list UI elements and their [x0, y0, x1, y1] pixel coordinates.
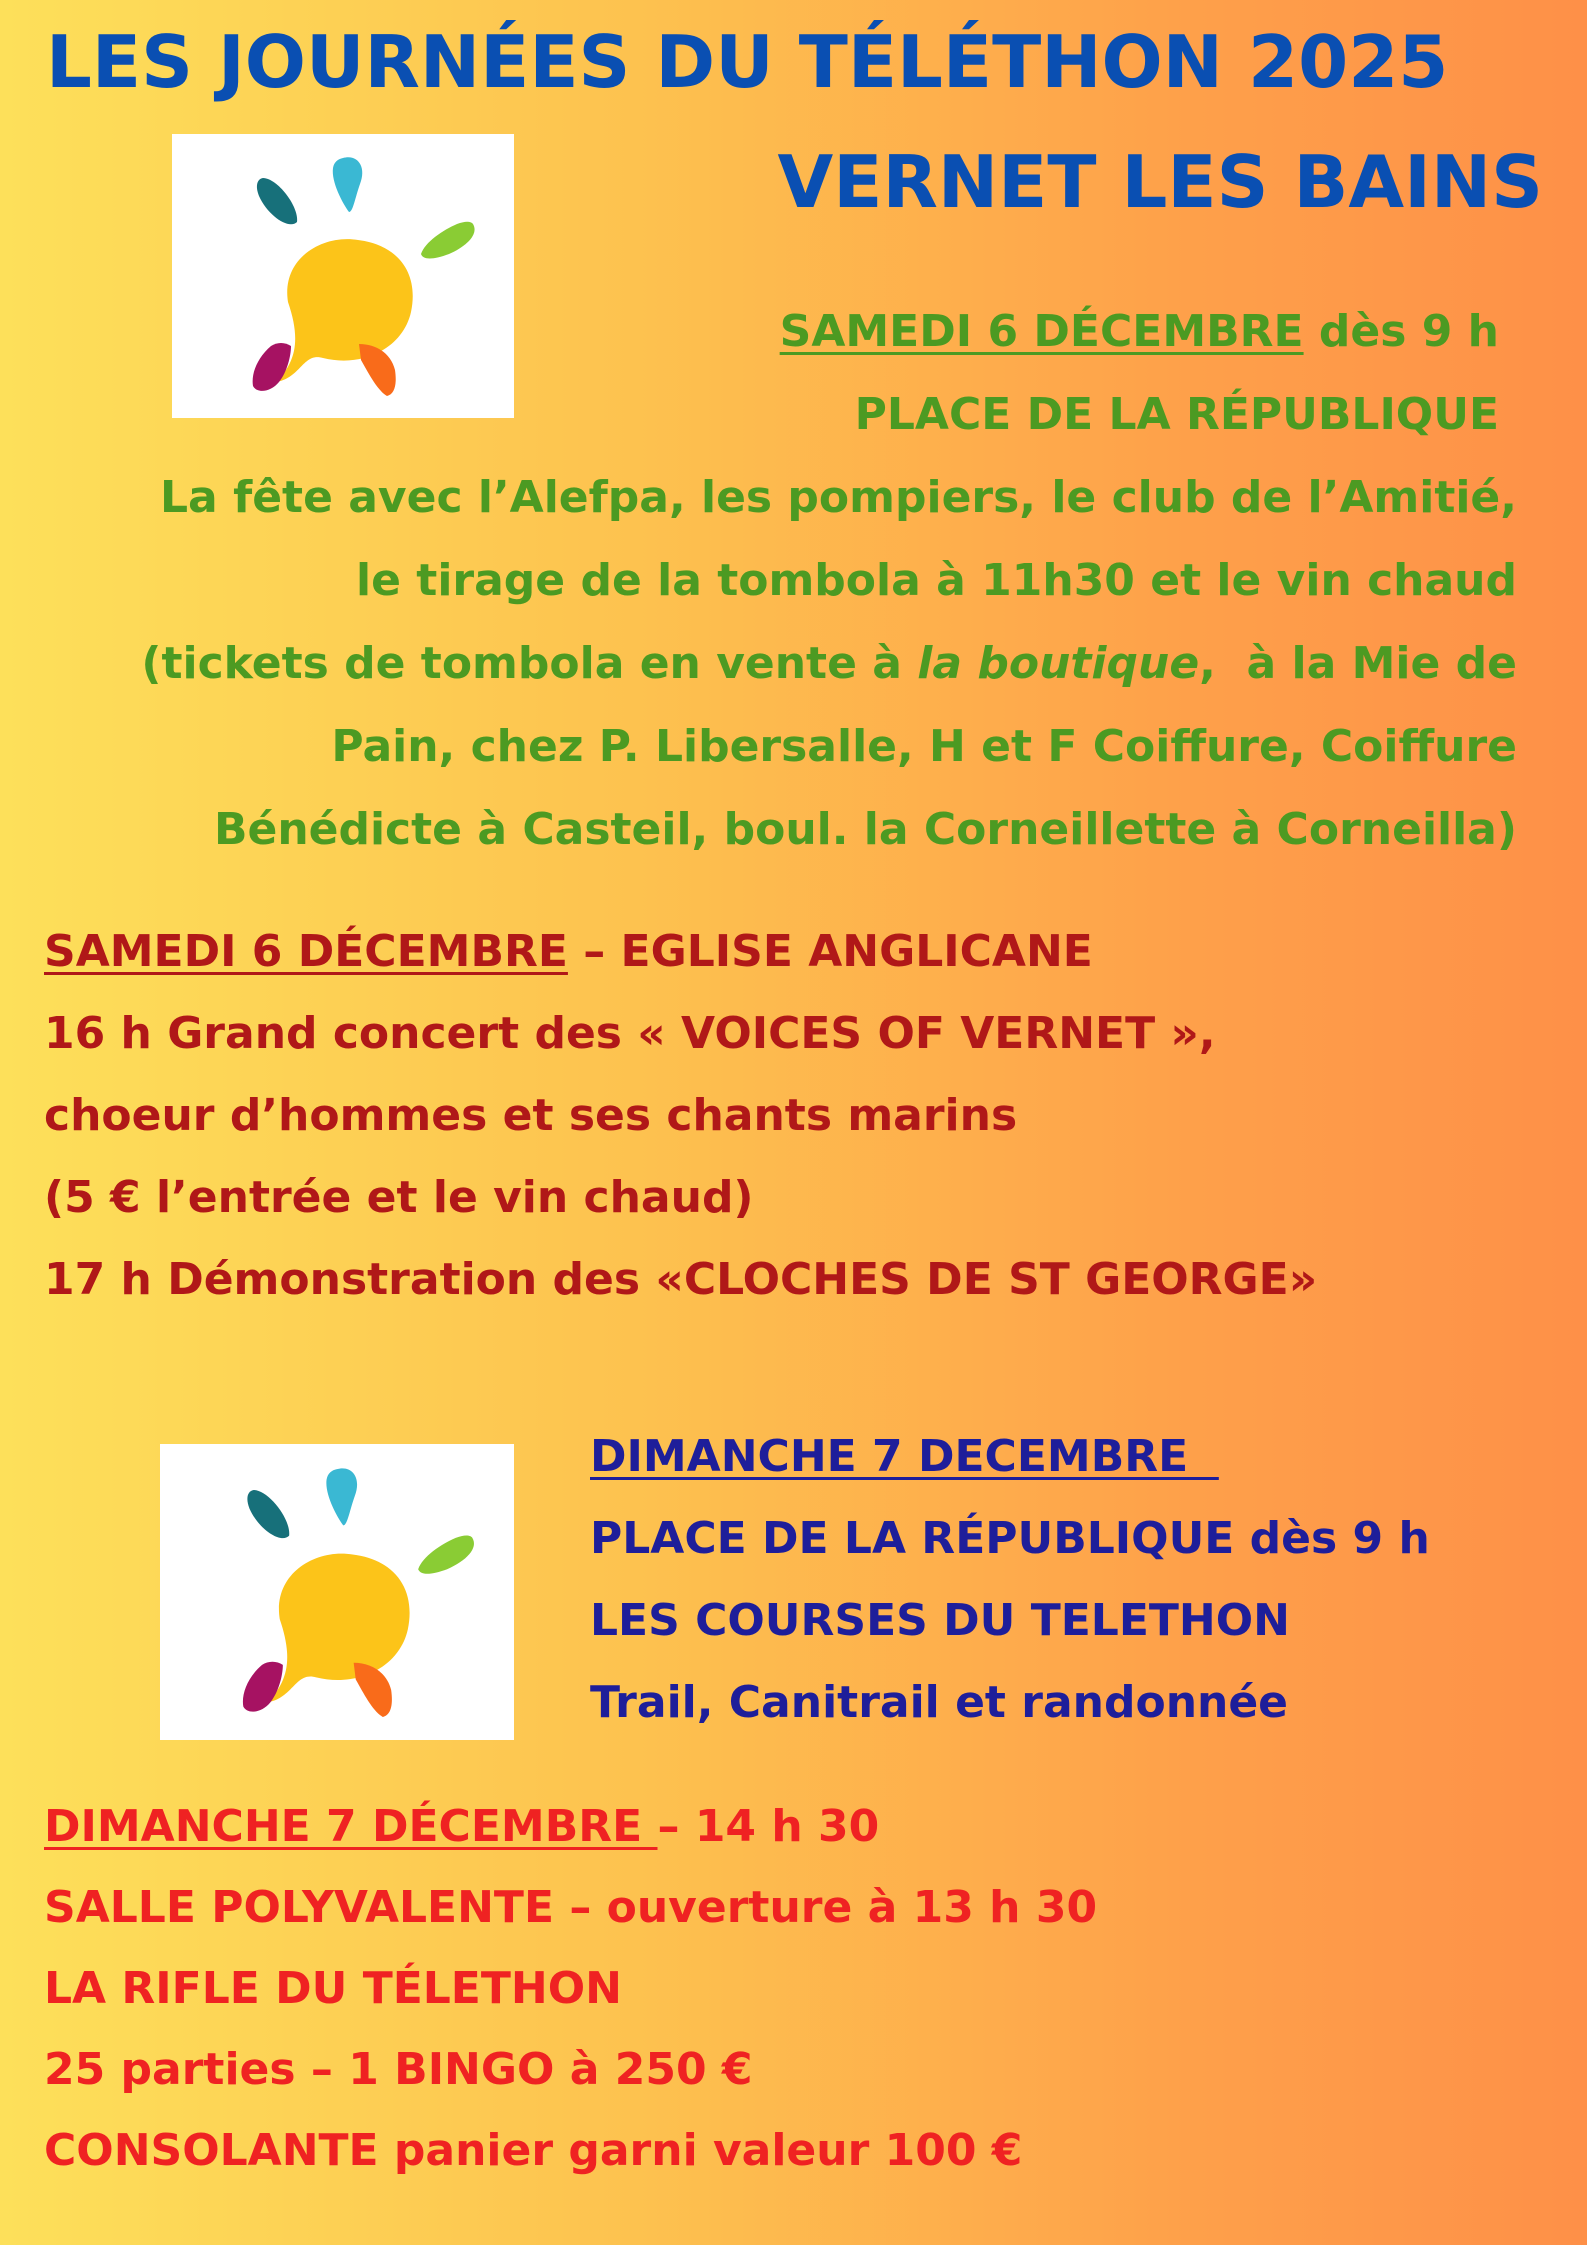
event-4-line-1: SALLE POLYVALENTE – ouverture à 13 h 30 [44, 1882, 1098, 1933]
event-4-heading [44, 1801, 880, 1852]
event-1-line-2: le tirage de la tombola à 11h30 et le vin chaud [356, 555, 1517, 606]
event-4-time: – 14 h 30 [657, 1801, 880, 1852]
event-2-line-4: 17 h Démonstration des «CLOCHES DE ST GEORGE» [44, 1254, 1318, 1305]
event-1-line-4: Pain, chez P. Libersalle, H et F Coiffure, Coiffure [331, 721, 1517, 772]
event-3-line-2: Trail, Canitrail et randonnée [590, 1677, 1289, 1728]
event-3-heading [590, 1513, 1430, 1564]
event-3-place: PLACE DE LA RÉPUBLIQUE [590, 1513, 1235, 1564]
page-title: LES JOURNÉES DU TÉLÉTHON 2025 [46, 20, 1449, 104]
event-1-line-3c: , à la Mie de [1199, 638, 1517, 689]
event-3-time: dès 9 h [1234, 1513, 1430, 1564]
event-1-heading [779, 306, 1499, 357]
telethon-sun-icon [172, 134, 514, 418]
event-3-line-1: LES COURSES DU TELETHON [590, 1595, 1290, 1646]
event-4-line-3: 25 parties – 1 BINGO à 250 € [44, 2044, 753, 2095]
telethon-logo-top [172, 134, 514, 418]
telethon-logo-bottom [160, 1444, 514, 1740]
event-1-time: dès 9 h [1303, 306, 1499, 357]
event-1-shop-name: la boutique [917, 638, 1200, 689]
event-2-line-2: choeur d’hommes et ses chants marins [44, 1090, 1018, 1141]
event-2-heading [44, 926, 1093, 977]
event-3-date-text: DIMANCHE 7 DECEMBRE [590, 1431, 1219, 1482]
event-1-date: SAMEDI 6 DÉCEMBRE [779, 306, 1304, 357]
event-4-date: DIMANCHE 7 DÉCEMBRE [44, 1801, 658, 1852]
event-1-line-1: La fête avec l’Alefpa, les pompiers, le club de l’Amitié, [160, 472, 1517, 523]
event-1-line-3a: (tickets de tombola en vente à [141, 638, 918, 689]
event-2-line-1: 16 h Grand concert des « VOICES OF VERNET », [44, 1008, 1216, 1059]
event-3-date [590, 1431, 1219, 1482]
telethon-sun-icon [160, 1444, 514, 1740]
event-1-line-3 [141, 638, 1517, 689]
event-2-line-3: (5 € l’entrée et le vin chaud) [44, 1172, 754, 1223]
event-4-line-4: CONSOLANTE panier garni valeur 100 € [44, 2125, 1023, 2176]
event-2-date: SAMEDI 6 DÉCEMBRE [44, 926, 568, 977]
event-2-place: – EGLISE ANGLICANE [567, 926, 1093, 977]
page-subtitle: VERNET LES BAINS [777, 140, 1543, 224]
event-1-line-5: Bénédicte à Casteil, boul. la Corneillette à Corneilla) [213, 804, 1517, 855]
event-1-place: PLACE DE LA RÉPUBLIQUE [854, 389, 1499, 440]
event-4-line-2: LA RIFLE DU TÉLETHON [44, 1963, 622, 2014]
